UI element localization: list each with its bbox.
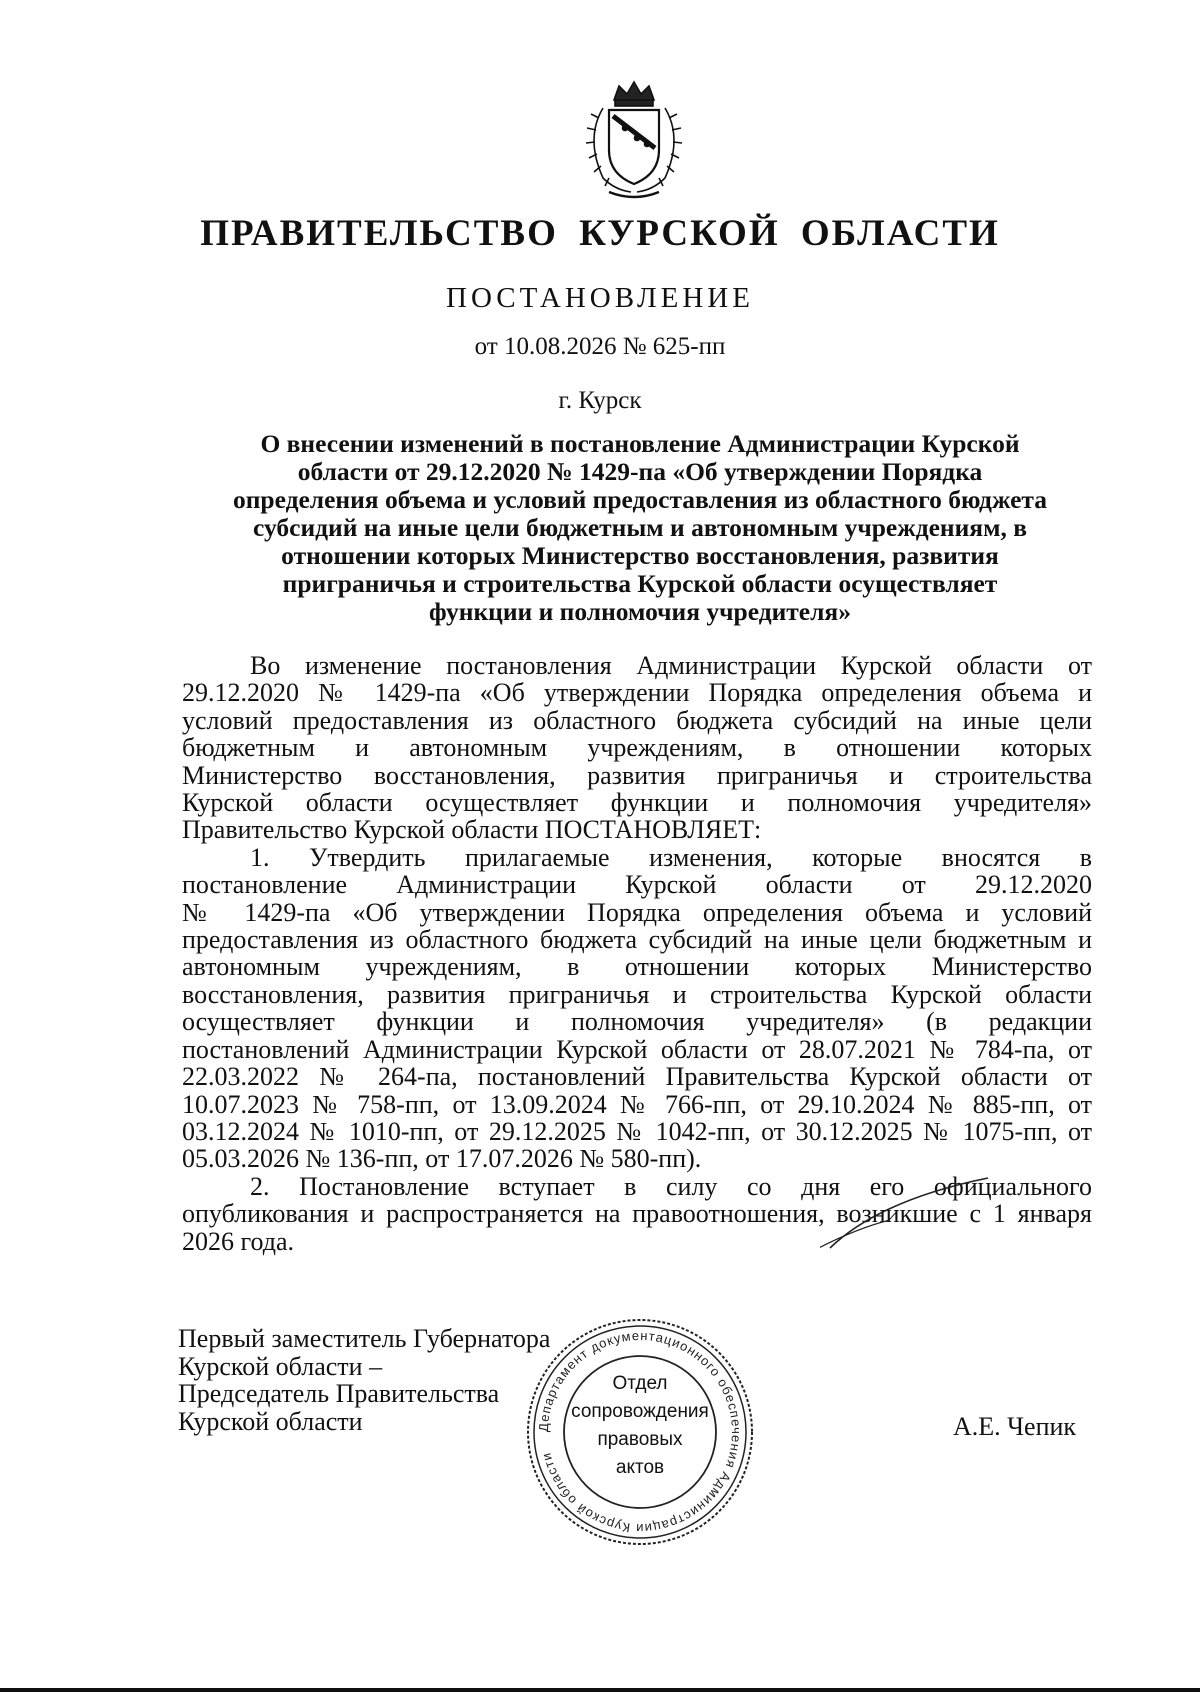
stamp-ring-text: Департамент документационного обеспечения Администрации Курской области — [535, 1327, 745, 1537]
document-body — [182, 652, 1092, 1255]
subject-line: отношении которых Министерство восстановления, развития — [281, 541, 999, 570]
stamp-line: актов — [615, 1457, 665, 1478]
clause-1-line: постановлений Администрации Курской области от 28.07.2021 № 784-па, от — [182, 1034, 1092, 1064]
clause-1-line: предоставления из областного бюджета субсидий на иные цели бюджетным и — [182, 925, 1092, 955]
signatory-name: А.Е. Чепик — [953, 1412, 1077, 1441]
government-title: ПРАВИТЕЛЬСТВО КУРСКОЙ ОБЛАСТИ — [200, 213, 1000, 254]
stamp-line: правовых — [597, 1429, 683, 1450]
stamp-center-text — [568, 1370, 712, 1482]
subject-line: субсидий на иные цели бюджетным и автономным учреждениям, в — [252, 513, 1027, 542]
document-number-date: от 10.08.2026 № 625-пп — [474, 333, 726, 360]
stamp-line: Отдел — [612, 1373, 668, 1394]
clause-2-line: опубликования и распространяется на правоотношения, возникшие с 1 января — [182, 1199, 1092, 1229]
coat-of-arms-icon — [569, 78, 699, 202]
subject-line: определения объема и условий предоставления из областного бюджета — [232, 485, 1048, 514]
body-line: бюджетным и автономным учреждениям, в отношении которых — [182, 733, 1092, 763]
clause-2-line: 2. Постановление вступает в силу со дня его официального — [250, 1171, 1092, 1201]
clause-1-line: 22.03.2022 № 264-па, постановлений Правительства Курской области от — [182, 1062, 1092, 1092]
signatory-position — [178, 1325, 550, 1435]
signatory-line: Курской области – — [178, 1351, 383, 1381]
subject-line: приграничья и строительства Курской области осуществляет — [282, 569, 998, 598]
clause-1-line: № 1429-па «Об утверждении Порядка определения объема и условий — [182, 897, 1092, 927]
clause-1-line: 1. Утвердить прилагаемые изменения, которые вносятся в — [250, 842, 1092, 872]
body-line: Министерство восстановления, развития приграничья и строительства — [182, 760, 1092, 790]
body-line: условий предоставления из областного бюджета субсидий на иные цели — [182, 705, 1092, 735]
body-line: Правительство Курской области ПОСТАНОВЛЯЕТ: — [182, 815, 762, 845]
document-city: г. Курск — [558, 387, 642, 414]
body-line: 29.12.2020 № 1429-па «Об утверждении Порядка определения объема и — [182, 678, 1092, 708]
subject-line: функции и полномочия учредителя» — [429, 597, 851, 626]
subject-line: О внесении изменений в постановление Администрации Курской — [260, 429, 1020, 458]
subject-line: области от 29.12.2020 № 1429-па «Об утверждении Порядка — [297, 457, 983, 486]
clause-1-line: восстановления, развития приграничья и строительства Курской области — [182, 979, 1092, 1009]
body-line: Курской области осуществляет функции и полномочия учредителя» — [182, 788, 1092, 818]
signatory-line: Председатель Правительства — [178, 1379, 500, 1409]
clause-1-line: 03.12.2024 № 1010-пп, от 29.12.2025 № 1042-пп, от 30.12.2025 № 1075-пп, от — [182, 1116, 1092, 1146]
body-line: Во изменение постановления Администрации Курской области от — [250, 651, 1092, 680]
clause-1-line: постановление Администрации Курской области от 29.12.2020 — [182, 870, 1092, 900]
document-subject — [170, 430, 1110, 626]
clause-2-line: 2026 года. — [182, 1226, 295, 1256]
stamp-line: сопровождения — [571, 1401, 709, 1422]
signatory-line: Курской области — [178, 1406, 363, 1436]
scan-bottom-border — [0, 1688, 1200, 1692]
clause-1-line: 10.07.2023 № 758-пп, от 13.09.2024 № 766-пп, от 29.10.2024 № 885-пп, от — [182, 1089, 1092, 1119]
signature-mark — [820, 1170, 1000, 1260]
signatory-line: Первый заместитель Губернатора — [178, 1324, 551, 1353]
clause-1-line: автономным учреждениям, в отношении которых Министерство — [182, 952, 1092, 982]
clause-1-line: осуществляет функции и полномочия учредителя» (в редакции — [182, 1007, 1092, 1037]
clause-1-line: 05.03.2026 № 136-пп, от 17.07.2026 № 580-пп). — [182, 1144, 702, 1174]
document-type: ПОСТАНОВЛЕНИЕ — [446, 282, 754, 314]
